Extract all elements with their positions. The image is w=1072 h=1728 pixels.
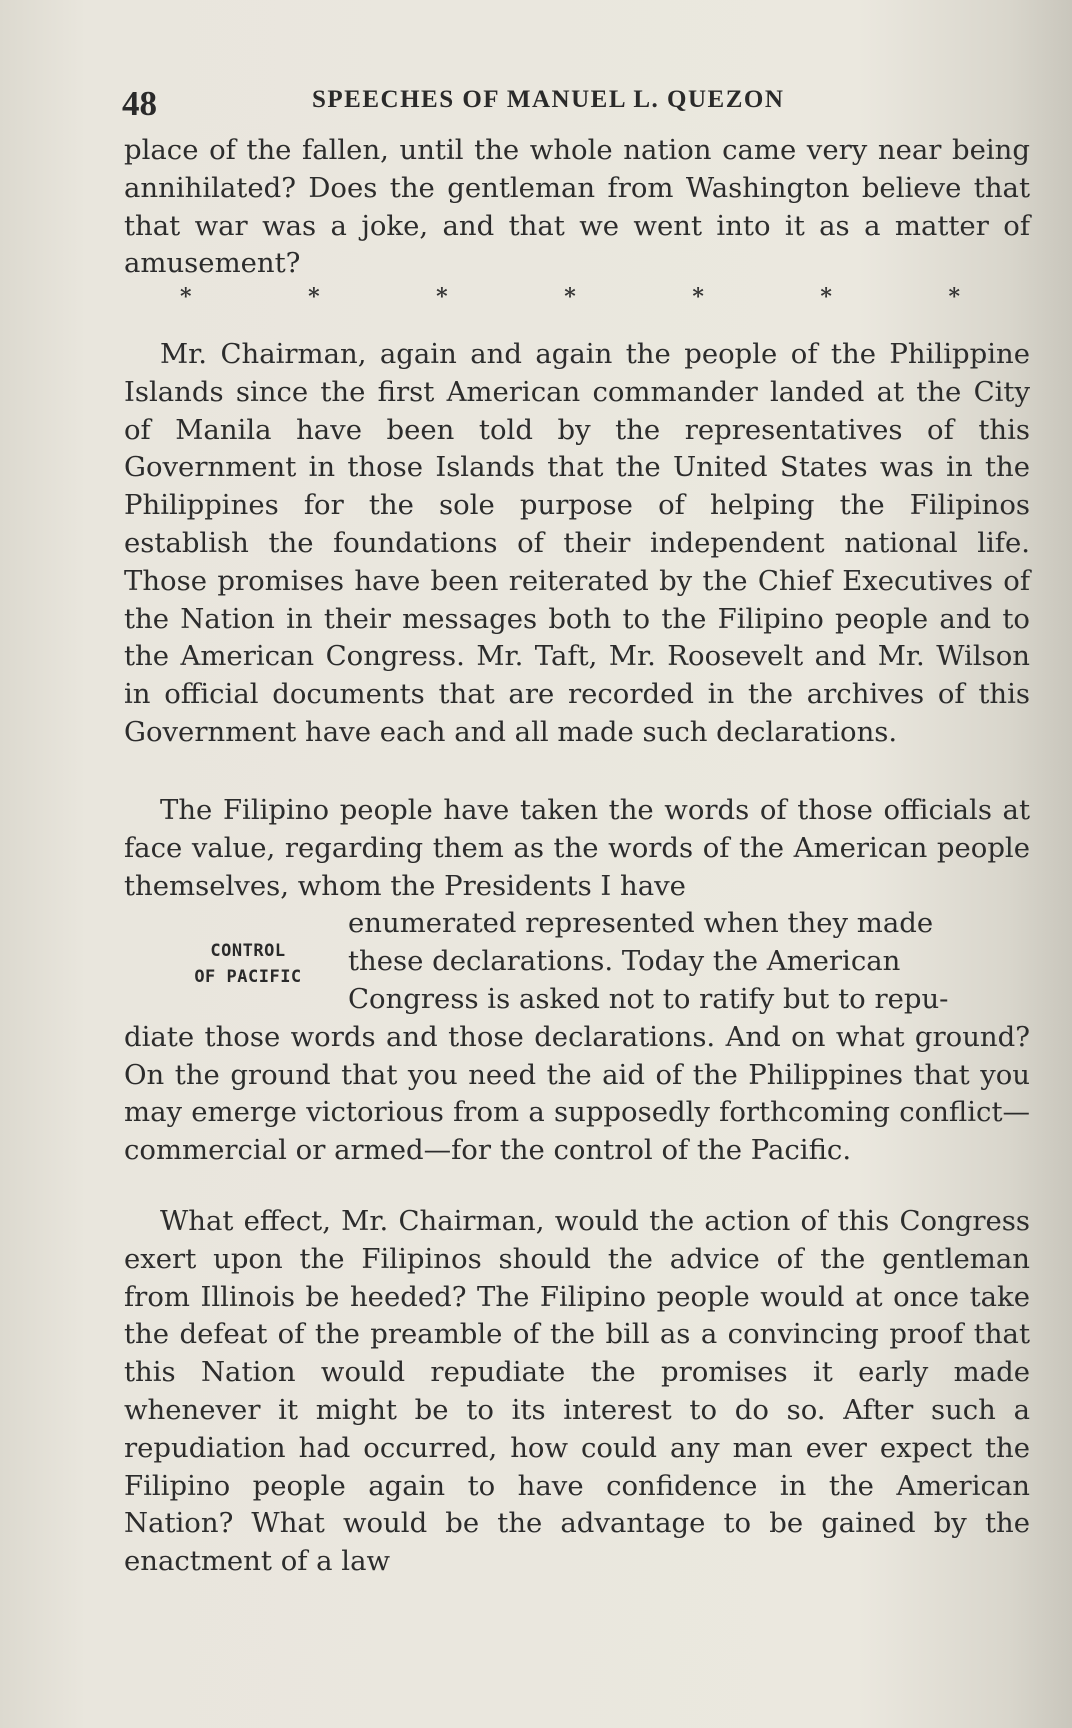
wrapped-line: Congress is asked not to ratify but to repu- (348, 982, 949, 1015)
asterisk: * (820, 284, 832, 310)
asterisk: * (948, 284, 960, 310)
wrapped-line: these declarations. Today the American (348, 945, 901, 978)
marginal-note-line: CONTROL (210, 941, 286, 961)
page-number: 48 (122, 84, 157, 123)
asterisk: * (564, 284, 576, 310)
asterisk: * (436, 284, 448, 310)
wrapped-line: enumerated represented when they made (348, 907, 934, 940)
running-head: SPEECHES OF MANUEL L. QUEZON (312, 86, 785, 113)
marginal-note (168, 938, 328, 990)
paragraph-what-effect: What effect, Mr. Chairman, would the action of this Congress exert upon the Filipinos should the advice of the gentleman from Illinois be heeded? The Filipino people would at once take the defeat of the preamble of the bill as a convincing proof that this Nation would repudiate the promises it early made whenever it might be to its interest to do so. After such a repudiation had occurred, how could any man ever expect the Filipino people again to have confidence in the American Nation? What would be the advantage to be gained by the enactment of a law (124, 1205, 1030, 1578)
marginal-note-line: OF PACIFIC (194, 967, 302, 987)
paragraph-chairman-promises: Mr. Chairman, again and again the people of the Philippine Islands since the first American commander landed at the City of Manila have been told by the representatives of this Government in those Islands that the United States was in the Philippines for the sole purpose of helping the Filipinos establish the foundations of their independent national life. Those promises have been reiterated by the Chief Executives of the Nation in their messages both to the Filipino people and to the American Congress. Mr. Taft, Mr. Roosevelt and Mr. Wilson in official documents that are recorded in the archives of this Government have each and all made such declarations. (124, 338, 1030, 748)
paragraph-tail: diate those words and those declarations. And on what ground? On the ground that you need the aid of the Philippines that you may emerge victorious from a supposedly forthcoming conflict—commercial or armed—for the control of the Pacific. (124, 1020, 1030, 1167)
paragraph-lead: The Filipino people have taken the words of those officials at face value, regarding them as the words of the American people themselves, whom the Presidents I have (124, 794, 1030, 902)
asterisk: * (692, 284, 704, 310)
page-header (122, 72, 1022, 132)
asterisk: * (308, 284, 320, 310)
paragraph-continuation: place of the fallen, until the whole nation came very near being annihilated? Does the gentleman from Washington believe that that war was a joke, and that we went into it as a matter of amusement? (124, 134, 1030, 280)
section-break-asterisks (180, 284, 960, 310)
asterisk: * (180, 284, 192, 310)
